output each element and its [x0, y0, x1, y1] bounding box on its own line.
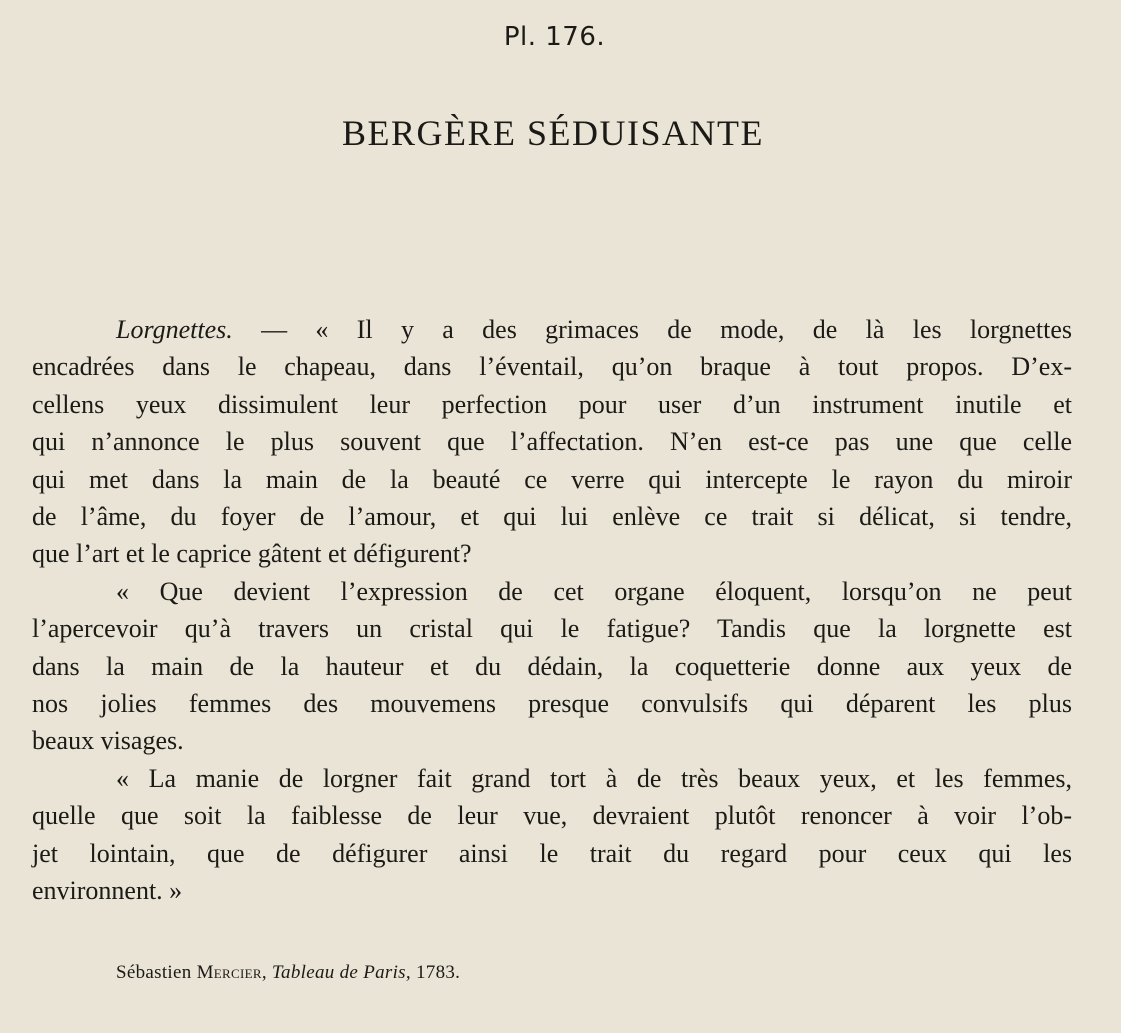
text-line: [32, 311, 1072, 348]
citation-separator: ,: [261, 962, 272, 983]
author-last-name: Mercier: [196, 962, 262, 983]
text-line: dans la main de la hauteur et du dédain, la coquetterie donne aux yeux de: [32, 651, 1072, 681]
text-line: « La manie de lorgner fait grand tort à de très beaux yeux, et les femmes,: [116, 763, 1072, 793]
publication-year: 1783.: [410, 962, 461, 983]
text-line: beaux visages.: [32, 726, 184, 756]
text-line-rest: — « Il y a des grimaces de mode, de là les lorgnettes: [232, 315, 1072, 344]
text-line: encadrées dans le chapeau, dans l’éventail, qu’on braque à tout propos. D’ex-: [32, 352, 1072, 382]
page-title: BERGÈRE SÉDUISANTE: [342, 113, 764, 153]
text-line: quelle que soit la faiblesse de leur vue, devraient plutôt renoncer à voir l’ob-: [32, 801, 1072, 831]
text-line: cellens yeux dissimulent leur perfection pour user d’un instrument inutile et: [32, 389, 1072, 419]
text-line: nos jolies femmes des mouvemens presque convulsifs qui déparent les plus: [32, 689, 1072, 719]
text-line: « Que devient l’expression de cet organe éloquent, lorsqu’on ne peut: [116, 576, 1072, 606]
work-title: Tableau de Paris,: [271, 962, 411, 983]
author-first-name: Sébastien: [116, 962, 192, 983]
source-citation: [116, 962, 460, 984]
text-line: qui met dans la main de la beauté ce verre qui intercepte le rayon du miroir: [32, 464, 1072, 494]
paragraph-3: [32, 760, 1072, 910]
lead-term: Lorgnettes.: [116, 315, 233, 344]
plate-number: Pl. 176.: [503, 22, 606, 52]
text-line: qui n’annonce le plus souvent que l’affectation. N’en est-ce pas une que celle: [32, 427, 1072, 457]
text-line: de l’âme, du foyer de l’amour, et qui lui enlève ce trait si délicat, si tendre,: [32, 502, 1072, 532]
text-line: environnent. »: [32, 876, 183, 906]
paragraph-1: [32, 311, 1072, 573]
paragraph-2: [32, 573, 1072, 760]
text-line: l’apercevoir qu’à travers un cristal qui le fatigue? Tandis que la lorgnette est: [32, 614, 1072, 644]
text-line: que l’art et le caprice gâtent et défigurent?: [32, 539, 472, 569]
text-line: jet lointain, que de défigurer ainsi le trait du regard pour ceux qui les: [32, 838, 1072, 868]
body-text: [32, 311, 1072, 910]
